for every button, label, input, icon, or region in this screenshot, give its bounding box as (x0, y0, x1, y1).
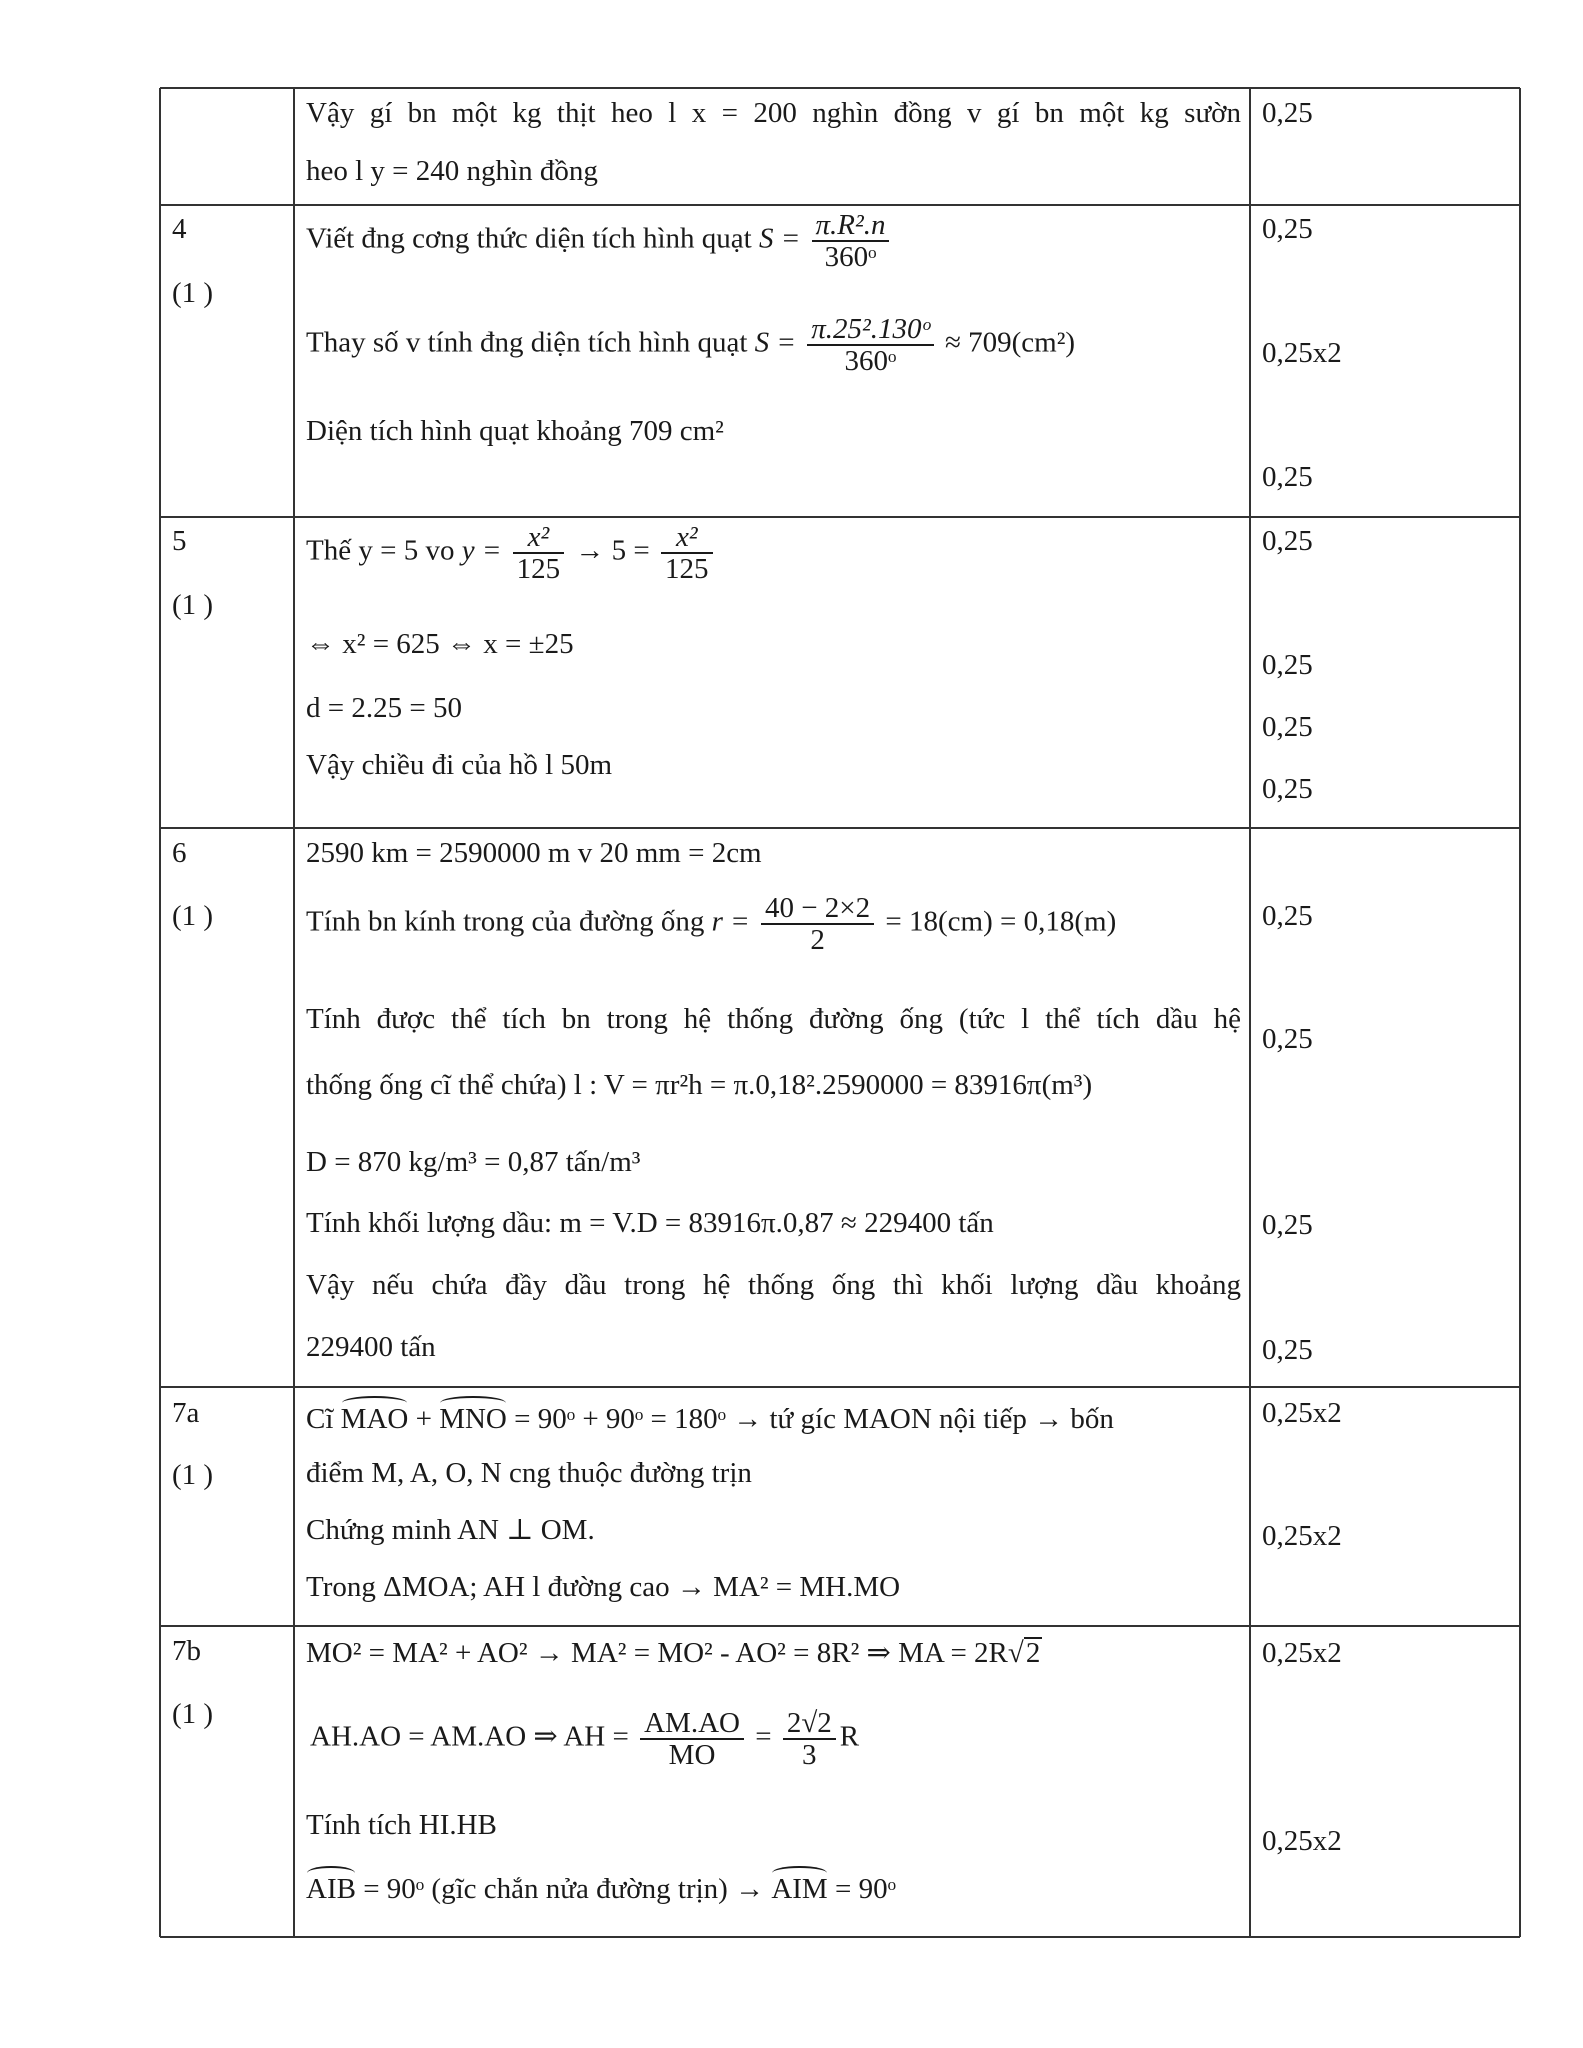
score-value: 0,25 (1262, 97, 1313, 129)
question-number: 4 (172, 213, 187, 245)
score-value: 0,25 (1262, 773, 1313, 805)
fraction: $\frac{\text{x²}}{125}$ (513, 522, 565, 584)
answer-line: d = 2.25 = 50 (306, 692, 462, 724)
answer-line: 2590 km = 2590000 m v 20 mm = 2cm (306, 837, 762, 869)
answer-line: 229400 tấn (306, 1331, 436, 1363)
arc-notation: MAO (341, 1396, 409, 1436)
answer-line: Tính bn kính trong của đường ống r = $\frac{40 - 2\times 2}{2}$ = 18(cm) = 0,18(m) (306, 892, 1117, 956)
question-number: 5 (172, 525, 187, 557)
answer-line: AH.AO = AM.AO ⇒ AH = $\frac{AM.AO}{MO}$ = $\frac{2√2}{3}$ R (310, 1707, 860, 1771)
question-points: (1 ) (172, 900, 214, 932)
sqrt-radicand: 2 (1025, 1637, 1041, 1669)
arc-notation: AIM (771, 1866, 827, 1906)
answer-line: Thay số v tính đng diện tích hình quạt S = $\frac{\text{π.25².130ᵒ}}{\text{360ᵒ}}$ ≈ 709(cm²) (306, 313, 1076, 377)
score-value: 0,25 (1262, 900, 1313, 932)
score-value: 0,25x2 (1262, 337, 1342, 369)
score-value: 0,25x2 (1262, 1397, 1342, 1429)
answer-line: D = 870 kg/m³ = 0,87 tấn/m³ (306, 1146, 641, 1178)
question-number: 6 (172, 837, 187, 869)
answer-line: Vậy nếu chứa đầy dầu trong hệ thống ống thì khối lượng dầu khoảng (306, 1269, 1241, 1301)
score-value: 0,25x2 (1262, 1637, 1342, 1669)
answer-line: điểm M, A, O, N cng thuộc đường trịn (306, 1457, 752, 1489)
answer-line: AIB = 90ᵒ (gĩc chắn nửa đường trịn) → AIM = 90ᵒ (306, 1866, 896, 1906)
fraction: $\frac{\text{π.R².n}}{\text{360ᵒ}}$ (812, 210, 890, 272)
fraction: $\frac{\text{π.25².130ᵒ}}{\text{360ᵒ}}$ (807, 314, 934, 376)
score-value: 0,25x2 (1262, 1825, 1342, 1857)
arc-notation: MNO (439, 1396, 507, 1436)
fraction: $\frac{2√2}{3}$ (783, 1708, 836, 1770)
answer-line: heo l y = 240 nghìn đồng (306, 155, 598, 187)
fraction: $\frac{AM.AO}{MO}$ (640, 1708, 744, 1770)
answer-line: ⇔ x² = 625 ⇔ x = ±25 (306, 628, 574, 660)
answer-line: Tính được thể tích bn trong hệ thống đường ống (tức l thể tích dầu hệ (306, 1003, 1241, 1035)
question-points: (1 ) (172, 277, 214, 309)
answer-line: thống ống cĩ thể chứa) l : V = πr²h = π.0,18².2590000 = 83916π(m³) (306, 1069, 1093, 1101)
fraction: $\frac{40 - 2\times 2}{2}$ (761, 893, 874, 955)
answer-line: Chứng minh AN ⊥ OM. (306, 1514, 595, 1546)
question-points: (1 ) (172, 1459, 214, 1491)
score-value: 0,25 (1262, 213, 1313, 245)
score-value: 0,25 (1262, 461, 1313, 493)
score-value: 0,25 (1262, 649, 1313, 681)
answer-line: Viết đng cơng thức diện tích hình quạt S = $\frac{\text{π.R².n}}{\text{360ᵒ}}$ (306, 210, 893, 272)
answer-line: Cĩ MAO + MNO = 90ᵒ + 90ᵒ = 180ᵒ → tứ gíc MAON nội tiếp → bốn (306, 1396, 1114, 1436)
fraction: $\frac{\text{x²}}{125}$ (661, 522, 713, 584)
answer-line: Tính tích HI.HB (306, 1809, 497, 1841)
arc-notation: AIB (306, 1866, 356, 1906)
answer-line: Vậy chiều đi của hồ l 50m (306, 749, 613, 781)
answer-line: Tính khối lượng dầu: m = V.D = 83916π.0,87 ≈ 229400 tấn (306, 1207, 994, 1239)
score-value: 0,25 (1262, 1209, 1313, 1241)
score-value: 0,25x2 (1262, 1520, 1342, 1552)
answer-line: MO² = MA² + AO² → MA² = MO² - AO² = 8R² ⇒ MA = 2R√2 (306, 1637, 1041, 1669)
score-value: 0,25 (1262, 711, 1313, 743)
score-value: 0,25 (1262, 1023, 1313, 1055)
score-value: 0,25 (1262, 1334, 1313, 1366)
score-value: 0,25 (1262, 525, 1313, 557)
question-points: (1 ) (172, 589, 214, 621)
question-points: (1 ) (172, 1698, 214, 1730)
answer-line: Diện tích hình quạt khoảng 709 cm² (306, 415, 724, 447)
answer-line: Thế y = 5 vo y = $\frac{\text{x²}}{125}$ → 5 = $\frac{\text{x²}}{125}$ (306, 522, 717, 584)
answer-line: Vậy gí bn một kg thịt heo l x = 200 nghìn đồng v gí bn một kg sườn (306, 97, 1241, 129)
answer-line: Trong ΔMOA; AH l đường cao → MA² = MH.MO (306, 1571, 901, 1603)
question-number: 7b (172, 1635, 201, 1667)
question-number: 7a (172, 1397, 200, 1429)
